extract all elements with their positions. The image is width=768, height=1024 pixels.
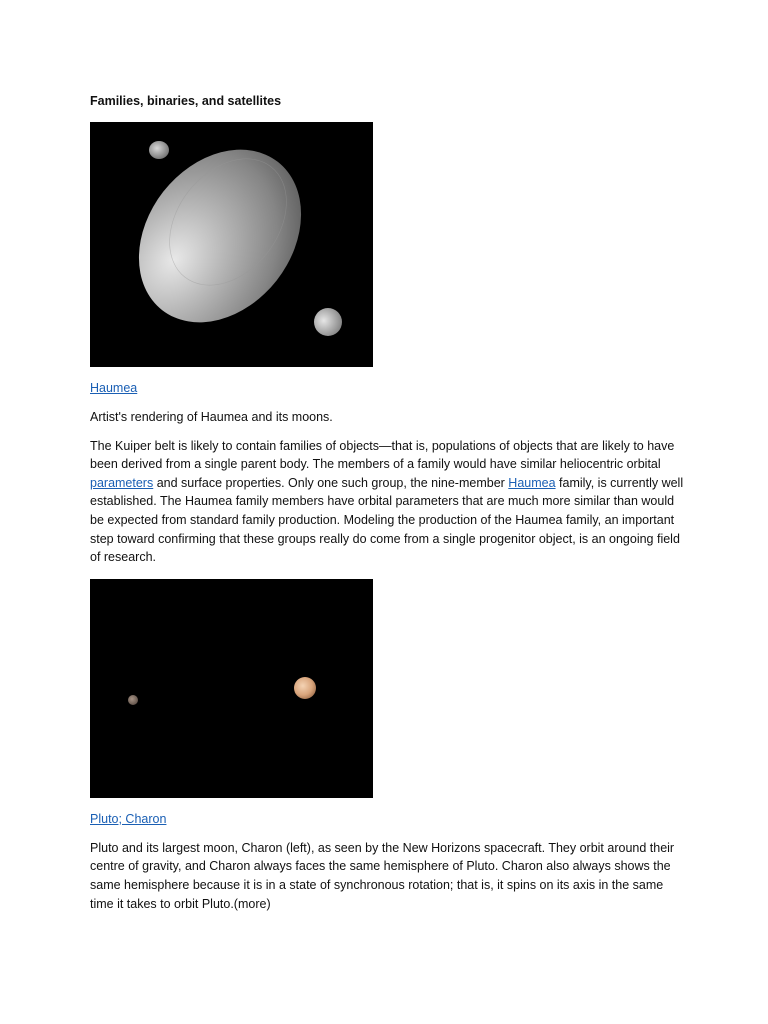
haumea-image[interactable] (90, 122, 373, 367)
moon-large (314, 308, 342, 336)
paragraph-text: The Kuiper belt is likely to contain families of objects—that is, populations of objects that are likely to have been derived from a single parent body. The members of a family would have similar heliocentric orbital (90, 438, 675, 472)
pluto-charon-caption: Pluto and its largest moon, Charon (left), as seen by the New Horizons spacecraft. They orbit around their centre of gravity, and Charon always faces the same hemisphere of Pluto. Charon also always shows the same hemisphere because it is in a state of synchronous rotation; that is, it spins on its axis in the same time it takes to orbit Pluto.(more) (90, 840, 675, 911)
haumea-body (105, 122, 334, 354)
pluto-charon-image[interactable] (90, 579, 373, 798)
article-section (90, 92, 690, 923)
haumea-caption: Artist's rendering of Haumea and its moons. (90, 410, 333, 424)
paragraph-text: and surface properties. Only one such group, the nine-member (153, 475, 509, 490)
haumea-link[interactable]: Haumea (508, 475, 556, 490)
pluto-body (294, 677, 316, 699)
pluto-and-charon-illustration (90, 579, 373, 798)
charon-body (128, 695, 138, 705)
moon-small (149, 141, 169, 159)
parameters-link[interactable]: parameters (90, 475, 154, 490)
kuiper-families-paragraph (90, 437, 690, 567)
haumea-and-moons-illustration (90, 122, 373, 367)
haumea-caption-link[interactable]: Haumea (90, 381, 138, 395)
section-heading: Families, binaries, and satellites (90, 94, 282, 108)
pluto-charon-caption-link[interactable]: Pluto; Charon (90, 811, 167, 826)
paragraph-text: family, is currently well established. The Haumea family members have orbital parameters that are much more similar than would be expected from standard family production. Modeling the production of the Haumea family, an important step toward confirming that these groups really do come from a single progenitor object, is an ongoing field of research. (90, 475, 684, 565)
